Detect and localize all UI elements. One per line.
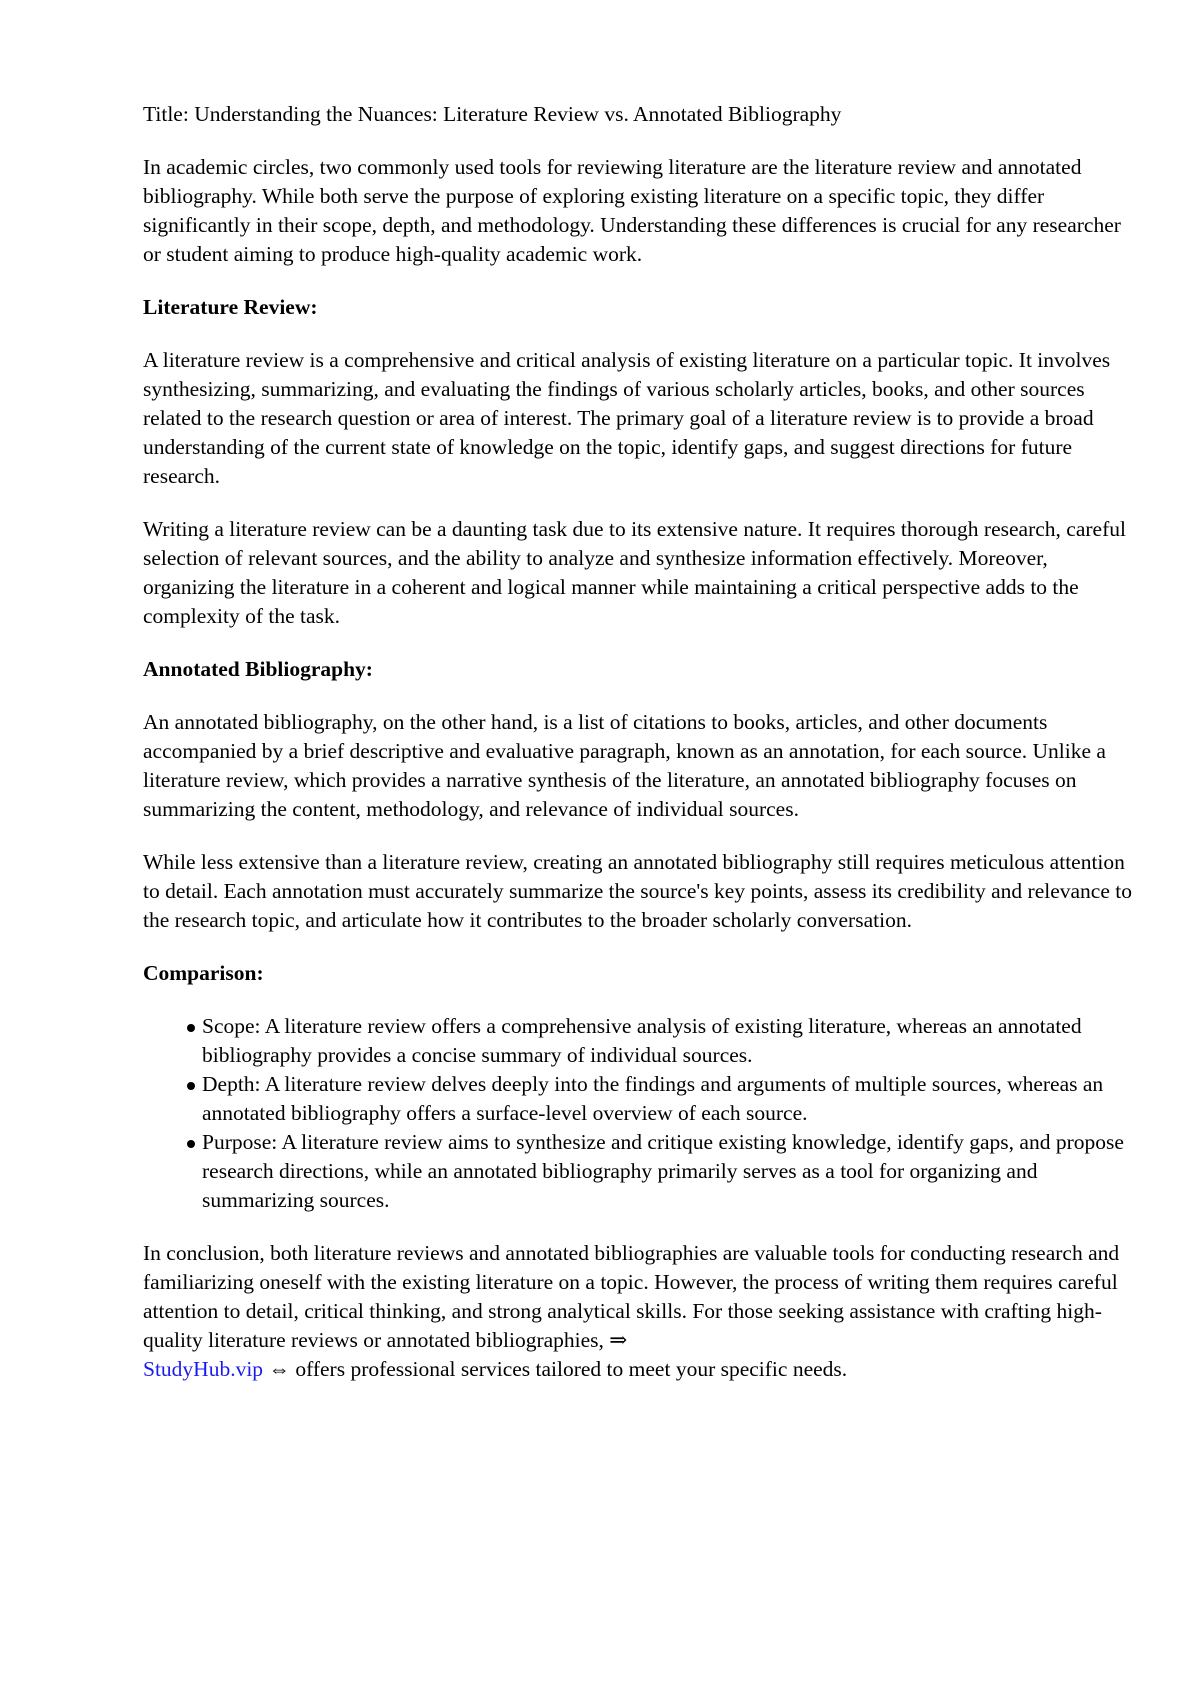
annotated-bibliography-paragraph-1: An annotated bibliography, on the other hand, is a list of citations to books, articles, and other documents accompanied by a brief descriptive and evaluative paragraph, known as an annotation, for each source. Unlike a literature review, which provides a narrative synthesis of the literature, an annotated bibliography focuses on summarizing the content, methodology, and relevance of individual sources.	[143, 710, 1106, 821]
bullet-icon	[187, 1140, 195, 1148]
comparison-item-depth	[202, 1070, 1133, 1128]
comparison-heading: Comparison:	[143, 961, 264, 985]
document-page	[143, 100, 1133, 1408]
conclusion-text: In conclusion, both literature reviews and annotated bibliographies are valuable tools for conducting research and familiarizing oneself with the existing literature on a topic. However, the process of writing them requires careful attention to detail, critical thinking, and strong analytical skills. For those seeking assistance with crafting high-quality literature reviews or annotated bibliographies, ⇒	[143, 1241, 1120, 1352]
bullet-icon	[187, 1082, 195, 1090]
conclusion-paragraph	[143, 1239, 1133, 1384]
bullet-icon	[187, 1024, 195, 1032]
literature-review-heading: Literature Review:	[143, 295, 318, 319]
comparison-item-text: Depth: A literature review delves deeply into the findings and arguments of multiple sources, whereas an annotated bibliography offers a surface-level overview of each source.	[202, 1072, 1104, 1125]
literature-review-paragraph-2: Writing a literature review can be a daunting task due to its extensive nature. It requires thorough research, careful selection of relevant sources, and the ability to analyze and synthesize information effectively. Moreover, organizing the literature in a coherent and logical manner while maintaining a critical perspective adds to the complexity of the task.	[143, 517, 1126, 628]
document-title: Title: Understanding the Nuances: Literature Review vs. Annotated Bibliography	[143, 102, 842, 126]
comparison-item-scope	[202, 1012, 1133, 1070]
comparison-list	[143, 1012, 1133, 1215]
literature-review-paragraph-1: A literature review is a comprehensive and critical analysis of existing literature on a particular topic. It involves synthesizing, summarizing, and evaluating the findings of various scholarly articles, books, and other sources related to the research question or area of interest. The primary goal of a literature review is to provide a broad understanding of the current state of knowledge on the topic, identify gaps, and suggest directions for future research.	[143, 348, 1111, 488]
comparison-item-purpose	[202, 1128, 1133, 1215]
intro-paragraph: In academic circles, two commonly used tools for reviewing literature are the literature review and annotated bibliography. While both serve the purpose of exploring existing literature on a specific topic, they differ significantly in their scope, depth, and methodology. Understanding these differences is crucial for any researcher or student aiming to produce high-quality academic work.	[143, 155, 1121, 266]
annotated-bibliography-paragraph-2: While less extensive than a literature review, creating an annotated bibliography still requires meticulous attention to detail. Each annotation must accurately summarize the source's key points, assess its credibility and relevance to the research topic, and articulate how it contributes to the broader scholarly conversation.	[143, 850, 1132, 932]
annotated-bibliography-heading: Annotated Bibliography:	[143, 657, 373, 681]
studyhub-link[interactable]: StudyHub.vip	[143, 1357, 264, 1381]
comparison-item-text: Purpose: A literature review aims to synthesize and critique existing knowledge, identify gaps, and propose research directions, while an annotated bibliography primarily serves as a tool for organizing and summarizing sources.	[202, 1130, 1124, 1212]
comparison-item-text: Scope: A literature review offers a comprehensive analysis of existing literature, whereas an annotated bibliography provides a concise summary of individual sources.	[202, 1014, 1082, 1067]
conclusion-text-end: ⇔ offers professional services tailored to meet your specific needs.	[268, 1357, 848, 1381]
